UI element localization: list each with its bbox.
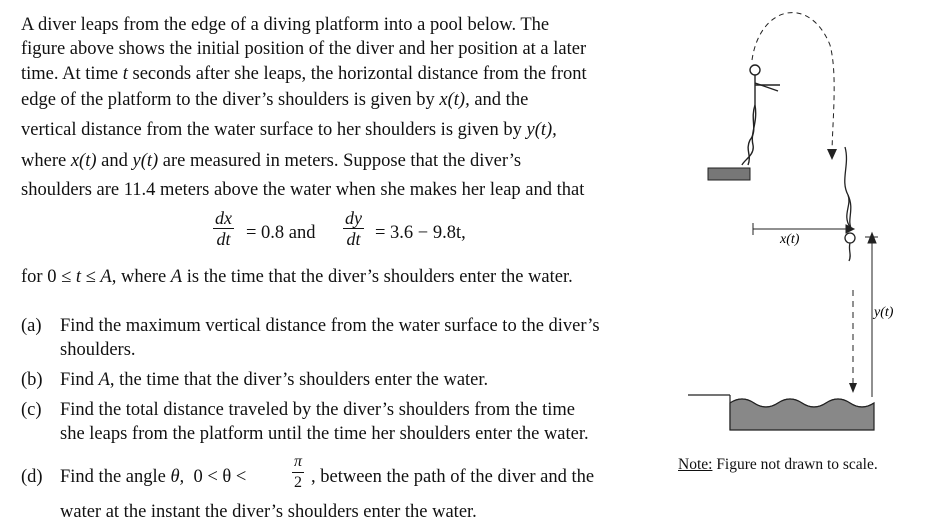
dy-dt-fraction — [343, 208, 364, 249]
diver-initial — [742, 65, 780, 165]
diving-platform — [708, 168, 750, 180]
pi-numerator: π — [292, 452, 304, 473]
intro-line-2: figure above shows the initial position of the diver and her position at a later — [21, 39, 587, 59]
drop-arrowhead — [849, 383, 857, 393]
part-d-line-1a: Find the angle θ, 0 < θ < — [60, 467, 247, 487]
part-d-line-2: water at the instant the diver’s shoulders enter the water. — [60, 502, 477, 522]
part-b-label: (b) — [21, 370, 43, 390]
two-denominator: 2 — [294, 474, 302, 491]
intro-line-6: where x(t) and y(t) are measured in meters. Suppose that the diver’s — [21, 151, 522, 171]
part-c-label: (c) — [21, 400, 42, 420]
part-d-label: (d) — [21, 467, 43, 487]
equation-part-2: = 3.6 − 9.8t, — [375, 223, 466, 243]
intro-line-3: time. At time t seconds after she leaps, the horizontal distance from the front — [21, 64, 587, 84]
figure-note: Note: Figure not drawn to scale. — [678, 456, 878, 473]
x-label: x(t) — [780, 232, 800, 247]
trajectory-arc — [752, 13, 834, 155]
trajectory-arrowhead — [827, 149, 837, 160]
intro-line-4: edge of the platform to the diver’s shoulders is given by x(t), and the — [21, 90, 529, 110]
equation-part-1: = 0.8 and — [246, 223, 316, 243]
domain-line: for 0 ≤ t ≤ A, where A is the time that the diver’s shoulders enter the water. — [21, 267, 573, 287]
pi-over-2-fraction — [292, 452, 304, 493]
part-d-line-1b: , between the path of the diver and the — [311, 467, 595, 487]
dx-numerator: dx — [215, 208, 232, 228]
diver-later — [845, 147, 855, 261]
part-c-line-2: she leaps from the platform until the time her shoulders enter the water. — [60, 424, 589, 444]
y-label: y(t) — [874, 305, 894, 320]
intro-line-5: vertical distance from the water surface to her shoulders is given by y(t), — [21, 120, 557, 140]
diver-figure — [680, 5, 920, 435]
dy-denominator: dt — [346, 229, 361, 249]
dy-numerator: dy — [345, 208, 362, 228]
dx-denominator: dt — [216, 229, 231, 249]
dx-dt-fraction — [213, 208, 234, 249]
part-b-line: Find A, the time that the diver’s shoulders enter the water. — [60, 370, 489, 390]
pool — [688, 395, 874, 430]
part-a-line-2: shoulders. — [60, 340, 136, 360]
intro-line-7: shoulders are 11.4 meters above the water when she makes her leap and that — [21, 180, 585, 200]
intro-line-1: A diver leaps from the edge of a diving platform into a pool below. The — [21, 15, 550, 35]
x-distance-arrow — [753, 223, 854, 235]
part-a-label: (a) — [21, 316, 42, 336]
part-a-line-1: Find the maximum vertical distance from the water surface to the diver’s — [60, 316, 600, 336]
part-c-line-1: Find the total distance traveled by the diver’s shoulders from the time — [60, 400, 575, 420]
